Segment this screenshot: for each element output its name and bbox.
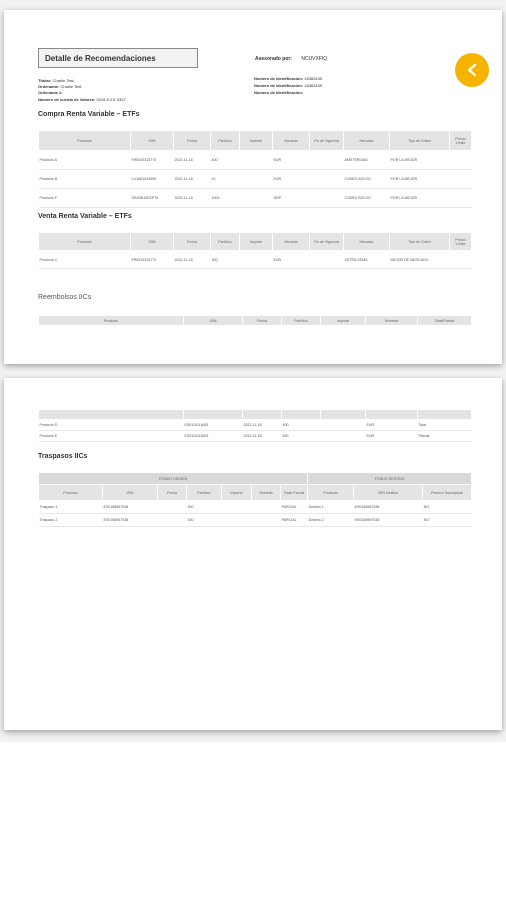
col-header: Fin de Vigencia: [310, 233, 344, 251]
table-cell: [240, 251, 273, 269]
table-row: [39, 251, 472, 269]
table-cell: Producto B: [39, 170, 131, 189]
col-header: ISIN Destino: [354, 485, 423, 501]
col-header: ISIN: [131, 131, 174, 151]
table-cell: CONEX BOLSO: [344, 170, 390, 189]
table-cell: MEJOR DE MERCADO: [390, 251, 450, 269]
table-row: [39, 431, 472, 442]
table-cell: 2022-11-18: [243, 420, 282, 431]
table-cell: [310, 170, 344, 189]
col-header: Importe: [240, 233, 273, 251]
table-cell: ES0158967038: [354, 514, 423, 527]
table-cell: [450, 151, 472, 170]
table-cell: GB00B10RZP78: [131, 189, 174, 208]
table-cell: FR0010315770: [131, 251, 174, 269]
table-cell: ES0110118001: [184, 431, 243, 442]
col-header: Part/Acc: [282, 316, 321, 326]
col-header: Fecha: [243, 316, 282, 326]
col-header: Moneda: [273, 131, 310, 151]
table-cell: POR LA MEJOR: [390, 151, 450, 170]
background-area: [0, 742, 506, 900]
table-cell: 1000: [211, 189, 240, 208]
table-cell: Producto A: [39, 151, 131, 170]
col-header: Total/Parcial: [418, 316, 472, 326]
table-cell: Producto D: [39, 420, 184, 431]
table-cell: 200: [187, 501, 222, 514]
document-title: Detalle de Recomendaciones: [38, 48, 198, 68]
col-header: Moneda: [252, 485, 281, 501]
col-header: Producto: [39, 233, 131, 251]
table-row: [39, 170, 472, 189]
table-cell: [450, 189, 472, 208]
col-header: Primera Suscripción: [423, 485, 472, 501]
transfer-table: [38, 472, 472, 527]
table-cell: AMSTERDAM: [344, 151, 390, 170]
refund-table: [38, 315, 472, 326]
col-header: Importe: [240, 131, 273, 151]
table-cell: ES0158967038: [103, 501, 158, 514]
col-header: Producto: [39, 131, 131, 151]
table-cell: NO: [423, 514, 472, 527]
table-cell: [222, 514, 252, 527]
col-header: Precio Límite: [450, 131, 472, 151]
col-header: [418, 410, 472, 420]
table-cell: 400: [211, 151, 240, 170]
col-header: Tipo de Orden: [390, 233, 450, 251]
document-page-1: [4, 10, 502, 364]
table-cell: EUR: [273, 170, 310, 189]
advisor-line: [255, 56, 327, 62]
id-line-2: Número de identificación: 18383435: [254, 83, 323, 88]
id-line-3: Número de identificación:: [254, 90, 304, 95]
table-cell: [252, 501, 281, 514]
table-row: [39, 151, 472, 170]
col-header: Part/Acc: [187, 485, 222, 501]
table-row: [39, 420, 472, 431]
table-cell: EUR: [273, 151, 310, 170]
table-cell: 300: [187, 514, 222, 527]
table-cell: [321, 431, 366, 442]
table-cell: [222, 501, 252, 514]
table-cell: LU1681043599: [131, 170, 174, 189]
table-cell: GBP: [273, 189, 310, 208]
col-header: Importe: [321, 316, 366, 326]
col-header: [39, 410, 184, 420]
table-cell: POR LA MEJOR: [390, 170, 450, 189]
table-cell: 2022-11-18: [174, 151, 211, 170]
table-cell: Destino 2: [308, 514, 354, 527]
col-header: ISIN: [103, 485, 158, 501]
orderer-line: Ordenante: Charlie Test: [38, 84, 82, 89]
col-header: Moneda: [273, 233, 310, 251]
table-cell: CONEX BOLSO: [344, 189, 390, 208]
advisor-label: Asesorado por:: [255, 56, 292, 62]
sell-section-title: Venta Renta Variable – ETFs: [38, 213, 132, 220]
table-cell: 2022-11-18: [174, 189, 211, 208]
table-cell: [252, 514, 281, 527]
table-cell: 2022-11-18: [174, 170, 211, 189]
col-header: [366, 410, 418, 420]
col-header: [282, 410, 321, 420]
table-cell: EUR: [366, 420, 418, 431]
col-header: Fecha: [174, 233, 211, 251]
col-header: Total/ Parcial: [281, 485, 308, 501]
table-cell: 500: [282, 431, 321, 442]
col-header: Fecha: [174, 131, 211, 151]
table-cell: Traspaso 2: [39, 514, 103, 527]
table-cell: [450, 170, 472, 189]
col-header: [321, 410, 366, 420]
table-cell: [158, 501, 187, 514]
table-cell: ES0158967038: [354, 501, 423, 514]
group-destination-header: FONDO DESTINO: [308, 473, 472, 485]
col-header: Mercado: [344, 131, 390, 151]
table-cell: Producto E: [39, 431, 184, 442]
table-cell: [158, 514, 187, 527]
table-cell: [450, 251, 472, 269]
advisor-value: NCUVXFIQ: [301, 56, 328, 62]
col-header: Tipo de Orden: [390, 131, 450, 151]
table-cell: [310, 151, 344, 170]
table-cell: Traspaso 1: [39, 501, 103, 514]
col-header: Fin de Vigencia: [310, 131, 344, 151]
table-cell: [240, 189, 273, 208]
account-line: Número de cuenta de Valores: 0018 8 0 E 0327: [38, 97, 126, 102]
col-header: [243, 410, 282, 420]
table-cell: 300: [211, 251, 240, 269]
table-cell: FR0010315770: [131, 151, 174, 170]
table-cell: Destino 1: [308, 501, 354, 514]
table-cell: EUR: [366, 431, 418, 442]
col-header: Importe: [222, 485, 252, 501]
col-header: ISIN: [184, 316, 243, 326]
refund-table-continued: [38, 409, 472, 442]
col-header: [184, 410, 243, 420]
table-cell: Producto C: [39, 251, 131, 269]
table-row: [39, 514, 472, 527]
table-cell: EUR: [273, 251, 310, 269]
table-cell: [310, 189, 344, 208]
sell-table: [38, 232, 472, 269]
table-cell: [321, 420, 366, 431]
table-cell: PARCIAL: [281, 501, 308, 514]
holder-line: Titular: Charlie Test: [38, 78, 74, 83]
table-cell: Total: [418, 420, 472, 431]
col-header: Producto: [39, 316, 184, 326]
table-cell: POR LA MEJOR: [390, 189, 450, 208]
table-cell: ES0158967038: [103, 514, 158, 527]
col-header: Producto: [308, 485, 354, 501]
col-header: Part/Acc: [211, 131, 240, 151]
group-origin-header: FONDO ORIGEN: [39, 473, 308, 485]
id-line-1: Número de identificación: 18383435: [254, 76, 323, 81]
transfer-section-title: Traspasos IICs: [38, 453, 88, 460]
table-row: [39, 501, 472, 514]
table-cell: XETRA XEMA: [344, 251, 390, 269]
table-row: [39, 189, 472, 208]
col-header: Moneda: [366, 316, 418, 326]
table-cell: NO: [423, 501, 472, 514]
col-header: Fecha: [158, 485, 187, 501]
table-cell: 400: [282, 420, 321, 431]
table-cell: [240, 151, 273, 170]
table-cell: 2022-11-18: [174, 251, 211, 269]
col-header: Mercado: [344, 233, 390, 251]
table-cell: Producto F: [39, 189, 131, 208]
document-page-2: [4, 378, 502, 730]
table-cell: PARCIAL: [281, 514, 308, 527]
table-cell: 10: [211, 170, 240, 189]
buy-section-title: Compra Renta Variable – ETFs: [38, 111, 140, 118]
col-header: Part/Acc: [211, 233, 240, 251]
table-cell: [310, 251, 344, 269]
col-header: Producto: [39, 485, 103, 501]
table-cell: [240, 170, 273, 189]
table-cell: ES0110118001: [184, 420, 243, 431]
orderer2-line: Ordenante 2:: [38, 90, 63, 95]
table-cell: Parcial: [418, 431, 472, 442]
chevron-left-icon: [464, 62, 480, 78]
refund-section-title: Reembolsos IICs: [38, 294, 92, 301]
col-header: ISIN: [131, 233, 174, 251]
buy-table: [38, 130, 472, 208]
col-header: Precio Límite: [450, 233, 472, 251]
back-button[interactable]: [455, 53, 489, 87]
table-cell: 2022-11-18: [243, 431, 282, 442]
